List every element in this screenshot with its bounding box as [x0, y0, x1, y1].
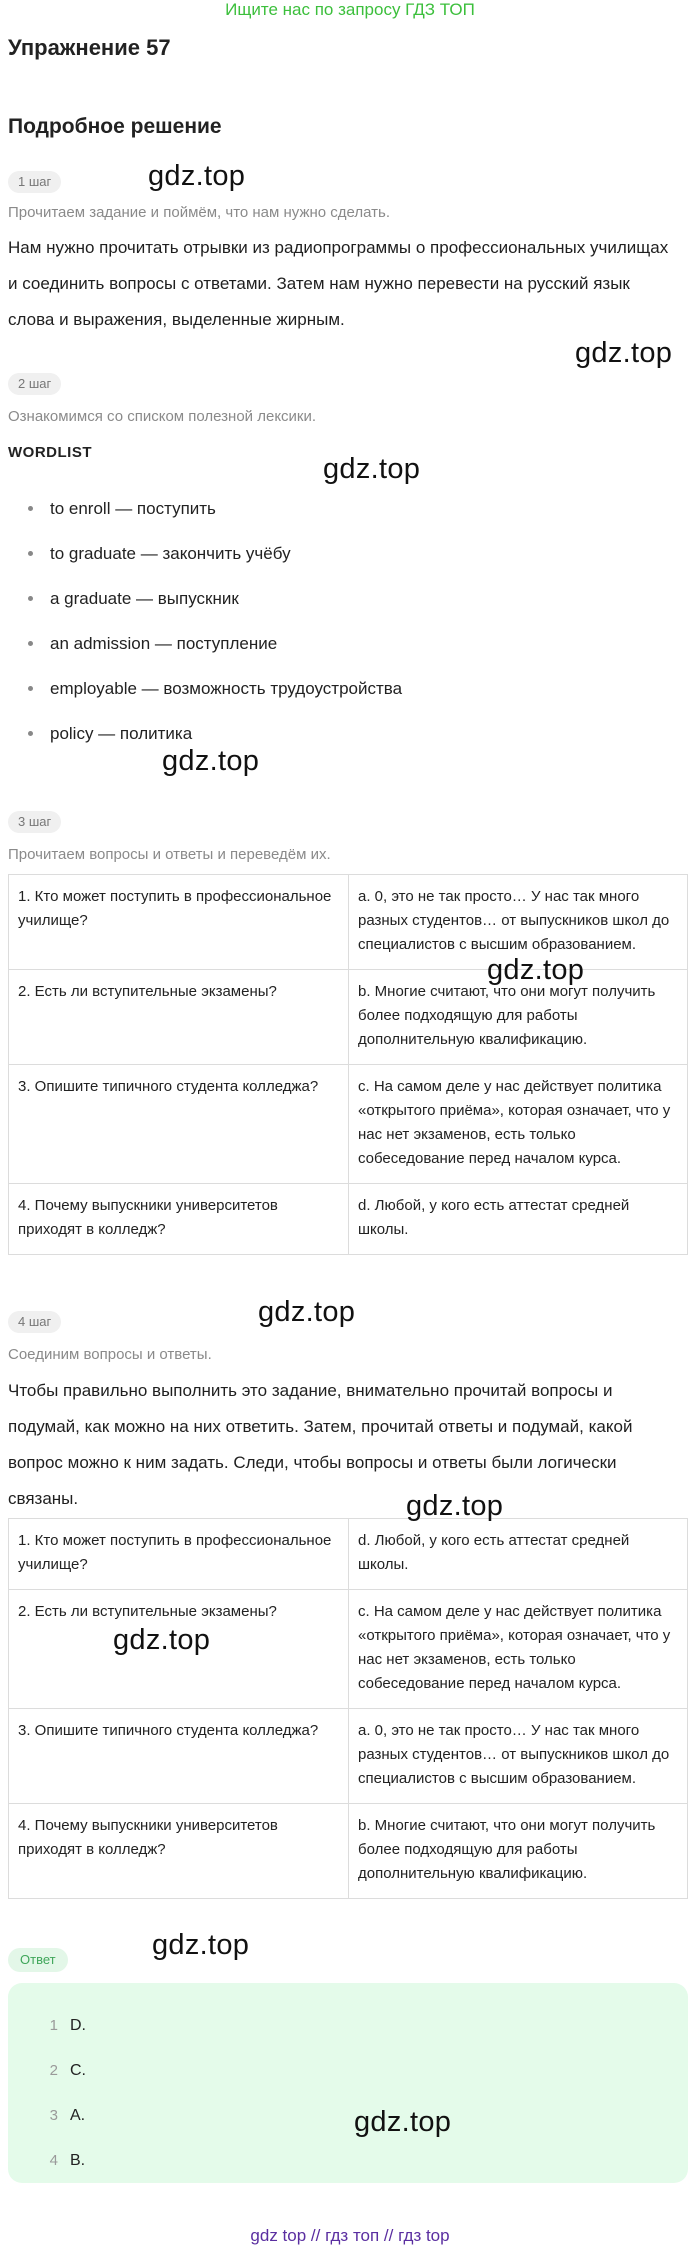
- step-2-badge: 2 шаг: [8, 373, 61, 395]
- footer-links[interactable]: gdz top // гдз топ // гдз top: [250, 2226, 450, 2245]
- answer-cell: d. Любой, у кого есть аттестат средней школы.: [349, 1519, 688, 1590]
- step-3-hint: Прочитаем вопросы и ответы и переведём их.: [8, 846, 331, 863]
- wordlist-item: an admission — поступление: [0, 621, 402, 666]
- watermark: gdz.top: [354, 2106, 452, 2138]
- watermark: gdz.top: [152, 1929, 250, 1961]
- exercise-title: Упражнение 57: [8, 35, 171, 60]
- step-4-badge: 4 шаг: [8, 1311, 61, 1333]
- table-row: [9, 1709, 688, 1804]
- answer-cell: c. На самом деле у нас действует политика «открытого приёма», которая означает, что у нас нет экзаменов, есть только собеседование перед началом курса.: [349, 1065, 688, 1184]
- step-4-text: Чтобы правильно выполнить это задание, внимательно прочитай вопросы и подумай, как можно на них ответить. Затем, прочитай ответы и подумай, какой вопрос можно к ним задать. Следи, чтобы вопросы и ответы были логически связаны.: [8, 1381, 633, 1508]
- wordlist-item: a graduate — выпускник: [0, 576, 402, 621]
- wordlist-item: policy — политика: [0, 711, 402, 756]
- matched-table: [8, 1518, 688, 1899]
- answer-cell: c. На самом деле у нас действует политика «открытого приёма», которая означает, что у нас нет экзаменов, есть только собеседование перед началом курса.: [349, 1590, 688, 1709]
- step-1-badge: 1 шаг: [8, 171, 61, 193]
- answer-cell: a. 0, это не так просто… У нас так много разных студентов… от выпускников школ до специалистов с высшим образованием.: [349, 875, 688, 970]
- watermark: gdz.top: [323, 453, 421, 485]
- watermark: gdz.top: [162, 745, 260, 777]
- answer-item: [8, 2003, 86, 2048]
- question-cell: 1. Кто может поступить в профессиональное училище?: [9, 875, 349, 970]
- answer-value: D.: [70, 2017, 86, 2034]
- watermark: gdz.top: [113, 1624, 211, 1656]
- table-row: [9, 970, 688, 1065]
- answer-number: 3: [49, 2107, 58, 2124]
- answer-number: 1: [49, 2017, 58, 2034]
- answer-item: [8, 2093, 86, 2138]
- question-cell: 3. Опишите типичного студента колледжа?: [9, 1065, 349, 1184]
- table-row: [9, 1065, 688, 1184]
- table-row: [9, 1590, 688, 1709]
- question-cell: 4. Почему выпускники университетов приходят в колледж?: [9, 1804, 349, 1899]
- step-4-hint: Соединим вопросы и ответы.: [8, 1346, 212, 1363]
- answer-value: A.: [70, 2107, 86, 2124]
- table-row: [9, 1804, 688, 1899]
- top-banner[interactable]: Ищите нас по запросу ГДЗ ТОП: [225, 0, 475, 19]
- watermark: gdz.top: [575, 337, 673, 369]
- answer-list: [8, 2003, 86, 2183]
- watermark: gdz.top: [487, 954, 585, 986]
- wordlist-item: employable — возможность трудоустройства: [0, 666, 402, 711]
- question-cell: 2. Есть ли вступительные экзамены?: [9, 1590, 349, 1709]
- answer-cell: a. 0, это не так просто… У нас так много разных студентов… от выпускников школ до специалистов с высшим образованием.: [349, 1709, 688, 1804]
- translation-table: [8, 874, 688, 1255]
- section-title: Подробное решение: [8, 115, 222, 138]
- step-3-badge: 3 шаг: [8, 811, 61, 833]
- answer-value: C.: [70, 2062, 86, 2079]
- question-cell: 1. Кто может поступить в профессиональное училище?: [9, 1519, 349, 1590]
- watermark: gdz.top: [258, 1296, 356, 1328]
- step-2-hint: Ознакомимся со списком полезной лексики.: [8, 408, 317, 425]
- answer-number: 4: [49, 2152, 58, 2169]
- question-cell: 4. Почему выпускники университетов приходят в колледж?: [9, 1184, 349, 1255]
- answer-value: B.: [70, 2152, 86, 2169]
- answer-number: 2: [49, 2062, 58, 2079]
- table-row: [9, 1184, 688, 1255]
- table-row: [9, 1519, 688, 1590]
- wordlist: [0, 486, 402, 756]
- watermark: gdz.top: [406, 1490, 504, 1522]
- answer-cell: d. Любой, у кого есть аттестат средней школы.: [349, 1184, 688, 1255]
- answer-item: [8, 2048, 86, 2093]
- wordlist-title: WORDLIST: [8, 444, 92, 461]
- answer-cell: b. Многие считают, что они могут получить более подходящую для работы дополнительную квалификацию.: [349, 1804, 688, 1899]
- step-1-text: Нам нужно прочитать отрывки из радиопрограммы о профессиональных училищах и соединить вопросы с ответами. Затем нам нужно перевести на русский язык слова и выражения, выделенные жирным.: [8, 238, 669, 329]
- step-1-hint: Прочитаем задание и поймём, что нам нужно сделать.: [8, 204, 391, 221]
- table-row: [9, 875, 688, 970]
- answer-cell: b. Многие считают, что они могут получить более подходящую для работы дополнительную квалификацию.: [349, 970, 688, 1065]
- question-cell: 3. Опишите типичного студента колледжа?: [9, 1709, 349, 1804]
- question-cell: 2. Есть ли вступительные экзамены?: [9, 970, 349, 1065]
- wordlist-item: to enroll — поступить: [0, 486, 402, 531]
- answer-item: [8, 2138, 86, 2183]
- watermark: gdz.top: [148, 160, 246, 192]
- answer-badge: Ответ: [8, 1948, 68, 1972]
- wordlist-item: to graduate — закончить учёбу: [0, 531, 402, 576]
- answer-box: [8, 1983, 688, 2183]
